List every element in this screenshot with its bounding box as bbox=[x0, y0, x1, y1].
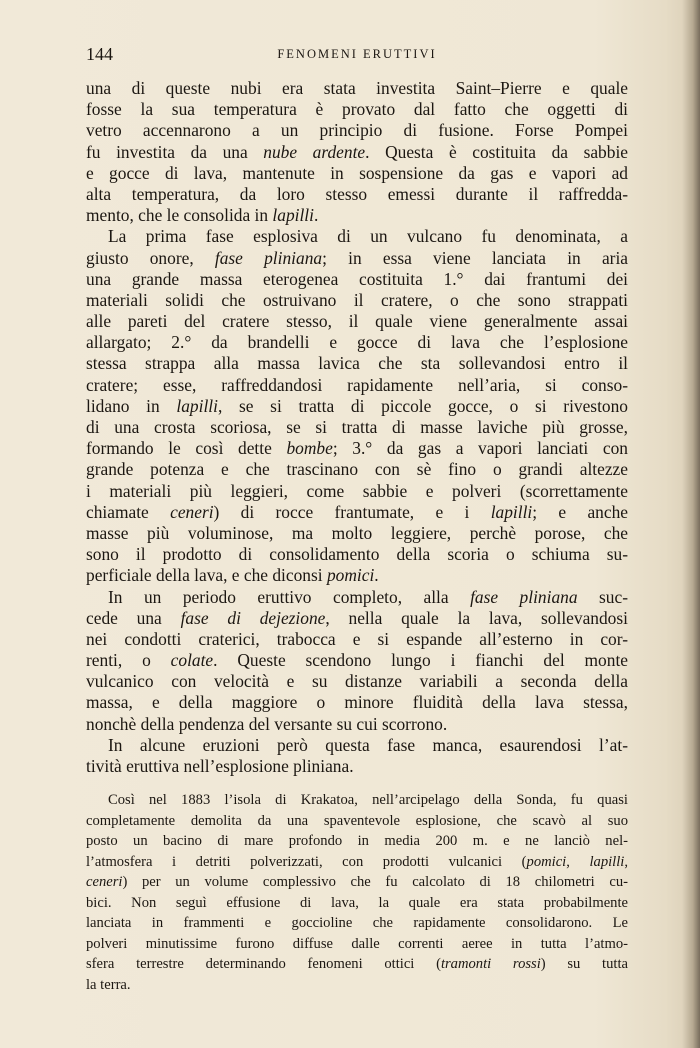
text-line: fosse la sua temperatura è provato dal fatto che oggetti di bbox=[86, 99, 628, 120]
text-line: cratere; esse, raffreddandosi rapidamente nell’aria, si conso- bbox=[86, 374, 628, 395]
paragraph-start-line: La prima fase esplosiva di un vulcano fu denominata, a bbox=[108, 226, 628, 247]
text-line: alta temperatura, da loro stesso emessi durante il raffredda- bbox=[86, 183, 628, 204]
text-line: renti, o colate. Queste scendono lungo i fianchi del monte bbox=[86, 650, 628, 671]
footnote-line: la terra. bbox=[86, 976, 131, 993]
text-line: stessa strappa alla massa lavica che sta sollevandosi entro il bbox=[86, 353, 628, 374]
text-line: formando le così dette bombe; 3.° da gas a vapori lanciati con bbox=[86, 438, 628, 459]
footnote-line: sfera terrestre determinando fenomeni ottici (tramonti rossi) su tutta bbox=[86, 956, 628, 972]
text-line: cede una fase di dejezione, nella quale la lava, sollevandosi bbox=[86, 607, 628, 628]
footnote-line: l’atmosfera i detriti polverizzati, con prodotti vulcanici (pomici, lapilli, bbox=[86, 853, 628, 870]
page-edge-shadow bbox=[682, 0, 700, 1048]
footnote-line: lanciata in frammenti e goccioline che rapidamente consolidarono. Le bbox=[86, 915, 628, 931]
text-line: sono il prodotto di consolidamento della scoria o schiuma su- bbox=[86, 544, 628, 565]
page-header bbox=[86, 44, 628, 68]
text-line: nonchè della pendenza del versante su cui scorrono. bbox=[86, 713, 448, 734]
text-line: una grande massa eterogenea costituita 1.° dai frantumi dei bbox=[86, 268, 628, 289]
text-line: e gocce di lava, mantenute in sospensione da gas e vapori ad bbox=[86, 162, 628, 183]
footnote-line: Così nel 1883 l’isola di Krakatoa, nell’arcipelago della Sonda, fu quasi bbox=[108, 792, 628, 808]
running-title: FENOMENI ERUTTIVI bbox=[277, 47, 437, 61]
text-line: masse più voluminose, ma molto leggiere, perchè porose, che bbox=[86, 522, 628, 543]
text-line: fu investita da una nube ardente. Questa è costituita da sabbie bbox=[86, 141, 628, 162]
text-line: giusto onore, fase pliniana; in essa viene lanciata in aria bbox=[86, 247, 629, 268]
footnote-line: completamente demolita da una spaventevole esplosione, che scavò al suo bbox=[86, 812, 628, 829]
main-text bbox=[86, 78, 628, 777]
text-line: massa, e della maggiore o minore fluidità della lava stessa, bbox=[86, 692, 628, 713]
text-line: lidano in lapilli, se si tratta di piccole gocce, o si rivestono bbox=[86, 395, 628, 416]
text-line: mento, che le consolida in lapilli. bbox=[86, 205, 319, 226]
text-line: tività eruttiva nell’esplosione pliniana. bbox=[86, 756, 354, 776]
text-line: nei condotti craterici, trabocca e si espande all’esterno in cor- bbox=[86, 628, 628, 649]
text-line: i materiali più leggieri, come sabbie e polveri (scorrettamente bbox=[86, 480, 628, 501]
text-line: una di queste nubi era stata investita Saint–Pierre e quale bbox=[86, 78, 628, 98]
text-line: vetro accennarono a un principio di fusione. Forse Pompei bbox=[86, 120, 628, 141]
footnote-line: ceneri) per un volume complessivo che fu calcolato di 18 chilometri cu- bbox=[86, 874, 628, 890]
text-line: materiali solidi che ostruivano il cratere, o che sono strappati bbox=[86, 289, 628, 310]
footnote-line: polveri minutissime furono diffuse dalle correnti aeree in tutta l’atmo- bbox=[86, 935, 628, 952]
paragraph-start-line: In un periodo eruttivo completo, alla fase pliniana suc- bbox=[108, 586, 628, 607]
footnote bbox=[86, 790, 628, 995]
text-line: grande potenza e che trascinano con sè fino o grandi altezze bbox=[86, 459, 628, 480]
text-line: vulcanico con velocità e su distanze variabili a seconda della bbox=[86, 671, 628, 692]
text-line: perficiale della lava, e che diconsi pomici. bbox=[86, 565, 379, 586]
text-line: allargato; 2.° da brandelli e gocce di lava che l’esplosione bbox=[86, 332, 628, 353]
text-line: alle pareti del cratere stesso, il quale viene generalmente assai bbox=[86, 311, 628, 332]
footnote-line: bici. Non seguì effusione di lava, la quale era stata probabilmente bbox=[86, 894, 628, 911]
text-line: chiamate ceneri) di rocce frantumate, e i lapilli; e anche bbox=[86, 501, 629, 522]
text-line: di una crosta scoriosa, se si tratta di masse laviche più grosse, bbox=[86, 417, 628, 437]
footnote-line: posto un bacino di mare profondo in media 200 m. e ne lanciò nel- bbox=[86, 833, 628, 849]
paragraph-start-line: In alcune eruzioni però questa fase manca, esaurendosi l’at- bbox=[108, 734, 628, 755]
page-number: 144 bbox=[86, 44, 113, 64]
